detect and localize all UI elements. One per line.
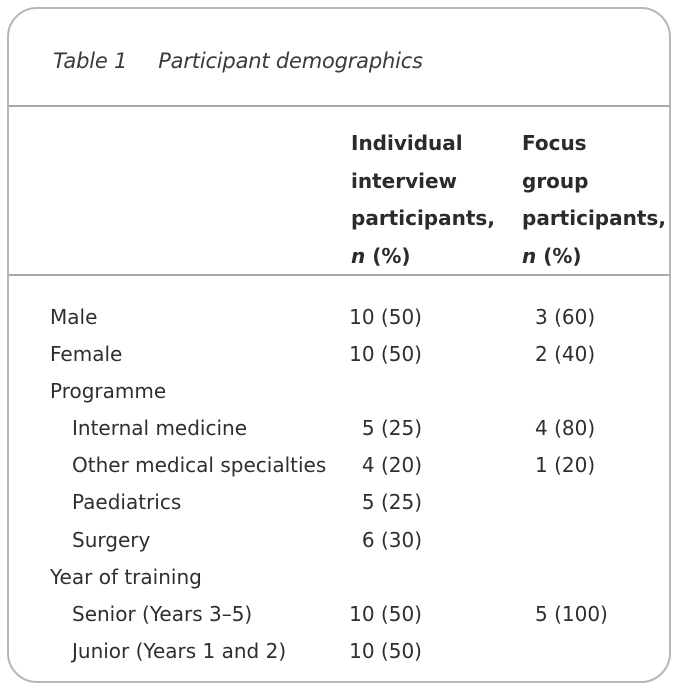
column-header-line: Focus <box>522 131 587 155</box>
individual-value: 6 (30) <box>361 527 422 552</box>
column-header-individual <box>351 125 495 275</box>
pct-suffix: (%) <box>365 243 411 268</box>
individual-value: 10 (50) <box>349 342 422 367</box>
column-header-line: participants, <box>522 206 666 230</box>
table-row <box>9 299 669 336</box>
table-row <box>9 596 669 633</box>
individual-value: 5 (25) <box>361 416 422 441</box>
table-row <box>9 410 669 447</box>
table-body <box>9 299 669 670</box>
header-rule <box>9 274 669 276</box>
focus-value: 5 (100) <box>535 601 608 626</box>
row-label: Junior (Years 1 and 2) <box>72 638 287 663</box>
row-label: Year of training <box>50 564 202 589</box>
individual-value: 10 (50) <box>349 601 422 626</box>
table-label: Table 1 <box>53 49 128 73</box>
table-row <box>9 522 669 559</box>
individual-value: 10 (50) <box>349 305 422 329</box>
column-header-focus <box>522 125 666 275</box>
row-label: Internal medicine <box>72 416 248 441</box>
table-row <box>9 447 669 484</box>
row-label: Female <box>50 342 123 367</box>
focus-value: 2 (40) <box>535 342 596 367</box>
row-label: Other medical specialties <box>72 453 327 478</box>
table-row <box>9 336 669 373</box>
column-header-line: Individual <box>351 131 463 155</box>
table-caption <box>53 49 423 73</box>
focus-value: 4 (80) <box>535 416 596 441</box>
n-symbol: n <box>522 243 537 268</box>
row-label: Paediatrics <box>72 490 182 515</box>
column-header-line: interview <box>351 168 458 193</box>
table-row <box>9 373 669 410</box>
row-label: Male <box>50 305 98 329</box>
individual-value: 5 (25) <box>361 490 422 515</box>
n-symbol: n <box>351 243 366 268</box>
individual-value: 10 (50) <box>349 638 422 663</box>
column-header-unit <box>351 238 495 276</box>
row-label: Senior (Years 3–5) <box>72 601 253 626</box>
table-row <box>9 633 669 670</box>
top-rule <box>9 105 669 107</box>
pct-suffix: (%) <box>536 243 582 268</box>
column-header-line: participants, <box>351 206 495 230</box>
table-row <box>9 559 669 596</box>
column-header-line: group <box>522 168 589 193</box>
table-row <box>9 484 669 521</box>
column-header-unit <box>522 238 666 276</box>
row-label: Surgery <box>72 527 151 552</box>
row-label: Programme <box>50 379 167 404</box>
table-title: Participant demographics <box>158 49 423 73</box>
focus-value: 1 (20) <box>535 453 596 478</box>
individual-value: 4 (20) <box>361 453 422 478</box>
focus-value: 3 (60) <box>535 305 596 329</box>
table-frame <box>7 7 671 683</box>
